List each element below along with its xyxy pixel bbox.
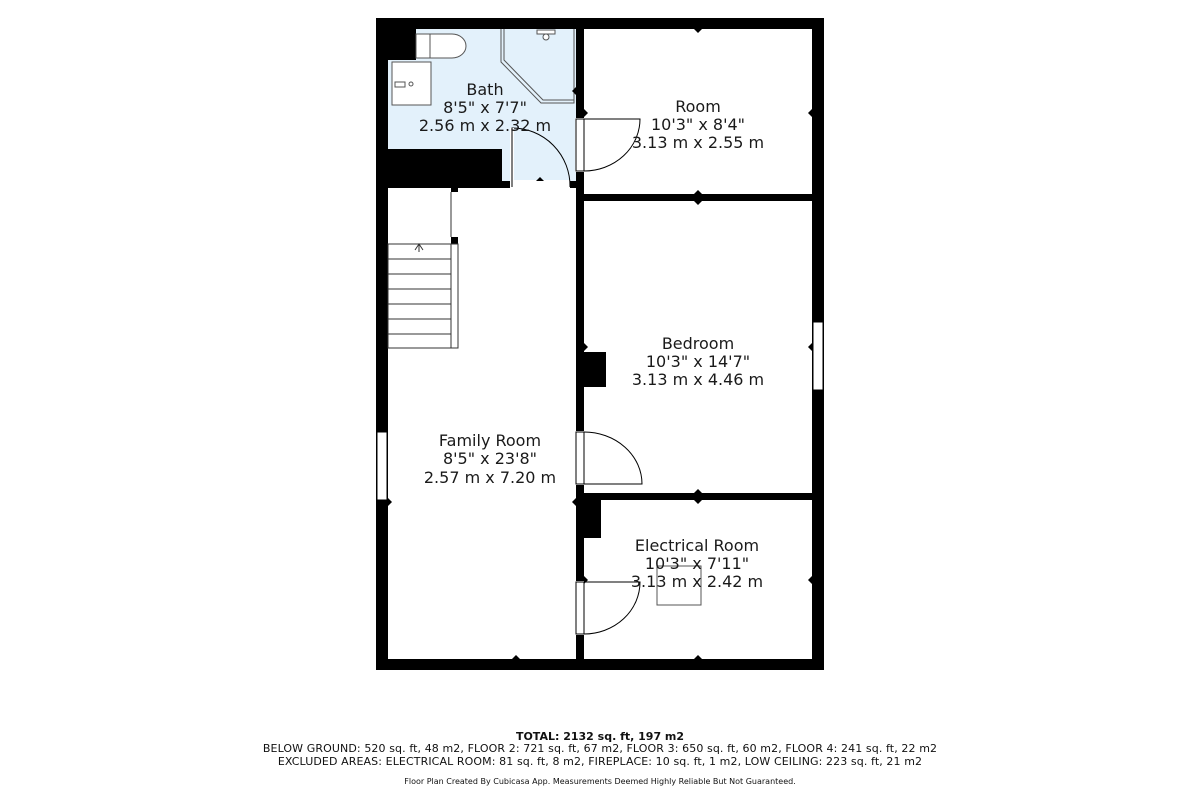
room-dimensions-imperial: 8'5" x 23'8": [442, 449, 538, 468]
sink-icon: [392, 62, 431, 105]
disclaimer-note: Floor Plan Created By Cubicasa App. Measurements Deemed Highly Reliable But Not Guaranteed.: [404, 777, 796, 786]
room-name: Bedroom: [661, 334, 735, 353]
room-dimensions-imperial: 10'3" x 7'11": [644, 554, 750, 573]
room-family-room: [424, 431, 556, 487]
room-dimensions-imperial: 8'5" x 7'7": [443, 98, 527, 117]
room-dimensions-metric: 3.13 m x 4.46 m: [631, 370, 765, 389]
room-electrical-room: [631, 536, 763, 591]
room-name: Electrical Room: [634, 536, 760, 555]
room-name: Family Room: [438, 431, 542, 450]
room-name: Room: [675, 97, 721, 116]
room-name: Bath: [466, 80, 504, 99]
toilet-icon: [416, 34, 466, 58]
room-dimensions-metric: 3.13 m x 2.42 m: [630, 572, 764, 591]
stairs: [388, 192, 458, 348]
excluded-areas-summary: EXCLUDED AREAS: ELECTRICAL ROOM: 81 sq. ft, 8 m2, FIREPLACE: 10 sq. ft, 1 m2, LOW CEILING: 223 sq. ft, 21 m2: [277, 755, 923, 768]
room-dimensions-metric: 2.56 m x 2.32 m: [418, 116, 552, 135]
total-area: TOTAL: 2132 sq. ft, 197 m2: [515, 730, 685, 743]
room-dimensions-metric: 3.13 m x 2.55 m: [631, 133, 765, 152]
room-dimensions-imperial: 10'3" x 8'4": [650, 115, 746, 134]
room-dimensions-metric: 2.57 m x 7.20 m: [423, 468, 557, 487]
floor-areas-summary: BELOW GROUND: 520 sq. ft, 48 m2, FLOOR 2: 721 sq. ft, 67 m2, FLOOR 3: 650 sq. ft, 60 m2, FLOOR 4: 241 sq. ft, 22 m2: [262, 742, 938, 755]
room-room: [632, 97, 764, 152]
room-bedroom: [632, 334, 764, 389]
room-dimensions-imperial: 10'3" x 14'7": [645, 352, 751, 371]
